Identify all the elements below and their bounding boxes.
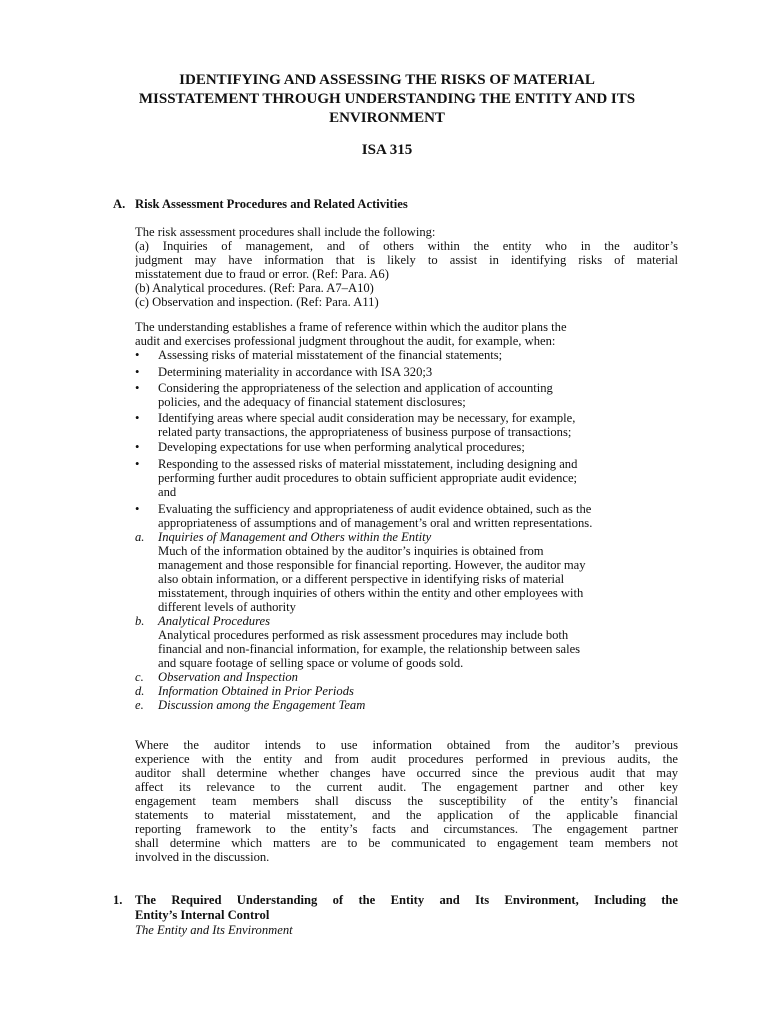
paragraph-line: shall determine which matters are to be communicated to engagement team members not bbox=[135, 836, 678, 850]
bullet-marker: • bbox=[135, 502, 140, 516]
list-item-line: Evaluating the sufficiency and appropriateness of audit evidence obtained, such as the bbox=[158, 502, 592, 516]
section-a-heading bbox=[113, 197, 408, 211]
paragraph-line: (c) Observation and inspection. (Ref: Para. A11) bbox=[135, 295, 379, 309]
item-label: c. bbox=[135, 670, 144, 684]
item-heading: Inquiries of Management and Others within the Entity bbox=[158, 530, 432, 544]
item-label: d. bbox=[135, 684, 145, 698]
list-item bbox=[135, 457, 577, 499]
list-item-line: Identifying areas where special audit consideration may be necessary, for example, bbox=[158, 411, 576, 425]
list-item-line: Responding to the assessed risks of material misstatement, including designing and bbox=[158, 457, 578, 471]
list-item-line: policies, and the adequacy of financial statement disclosures; bbox=[158, 395, 466, 409]
title-line: IDENTIFYING AND ASSESSING THE RISKS OF MATERIAL bbox=[179, 72, 595, 88]
list-item bbox=[135, 502, 592, 530]
section-title-line: Entity’s Internal Control bbox=[135, 908, 270, 922]
item-body-line: also obtain information, or a different perspective in identifying risks of material bbox=[158, 572, 565, 586]
list-item bbox=[135, 411, 575, 439]
paragraph-line: reporting framework to the entity’s facts and circumstances. The engagement partner bbox=[135, 822, 678, 836]
bullet-marker: • bbox=[135, 411, 140, 425]
bullet-marker: • bbox=[135, 457, 140, 471]
list-item bbox=[135, 440, 525, 454]
paragraph-line: judgment may have information that is likely to assist in identifying risks of material bbox=[135, 253, 678, 267]
list-item bbox=[135, 348, 502, 362]
paragraph-line: engagement team members shall discuss the susceptibility of the entity’s financial bbox=[135, 794, 678, 808]
paragraph-line: audit and exercises professional judgment throughout the audit, for example, when: bbox=[135, 334, 556, 348]
item-heading: Observation and Inspection bbox=[158, 670, 298, 684]
section-title-line: The Required Understanding of the Entity and Its Environment, Including the bbox=[135, 893, 678, 907]
paragraph-line: experience with the entity and from audit procedures performed in previous audits, the bbox=[135, 752, 678, 766]
item-heading: Information Obtained in Prior Periods bbox=[158, 684, 354, 698]
bullet-marker: • bbox=[135, 348, 140, 362]
paragraph-line: affect its relevance to the current audit. The engagement partner and other key bbox=[135, 780, 678, 794]
item-body-line: and square footage of selling space or volume of goods sold. bbox=[158, 656, 464, 670]
list-item-line: and bbox=[158, 485, 177, 499]
item-body-line: Much of the information obtained by the auditor’s inquiries is obtained from bbox=[158, 544, 544, 558]
paragraph-line: misstatement due to fraud or error. (Ref: Para. A6) bbox=[135, 267, 389, 281]
section-title: Risk Assessment Procedures and Related Activities bbox=[135, 197, 408, 211]
item-heading: Analytical Procedures bbox=[158, 614, 271, 628]
item-body-line: different levels of authority bbox=[158, 600, 296, 614]
list-item-line: related party transactions, the appropriateness of business purpose of transactions; bbox=[158, 425, 572, 439]
understanding-paragraph bbox=[135, 320, 678, 348]
section-subheading: The Entity and Its Environment bbox=[135, 923, 293, 937]
intro-paragraph bbox=[135, 225, 678, 309]
list-item bbox=[135, 381, 553, 409]
standard-reference: ISA 315 bbox=[361, 142, 413, 158]
list-item-line: performing further audit procedures to obtain sufficient appropriate audit evidence; bbox=[158, 471, 578, 485]
item-heading: Discussion among the Engagement Team bbox=[158, 698, 366, 712]
item-body-line: financial and non-financial information, for example, the relationship between sales bbox=[158, 642, 581, 656]
paragraph-line: Where the auditor intends to use information obtained from the auditor’s previous bbox=[135, 738, 678, 752]
section-letter: A. bbox=[113, 197, 126, 211]
paragraph-line: statements to material misstatement, and the application of the applicable financial bbox=[135, 808, 678, 822]
list-item-line: Developing expectations for use when performing analytical procedures; bbox=[158, 440, 525, 454]
item-body-line: management and those responsible for financial reporting. However, the auditor may bbox=[158, 558, 586, 572]
paragraph-line: auditor shall determine whether changes have occurred since the previous audit that may bbox=[135, 766, 678, 780]
list-item-line: Determining materiality in accordance with ISA 320;3 bbox=[158, 365, 433, 379]
document-title bbox=[80, 71, 694, 128]
list-item-line: Assessing risks of material misstatement of the financial statements; bbox=[158, 348, 503, 362]
list-item bbox=[135, 365, 432, 379]
paragraph-line: involved in the discussion. bbox=[135, 850, 270, 864]
bullet-marker: • bbox=[135, 381, 140, 395]
item-body-line: Analytical procedures performed as risk assessment procedures may include both bbox=[158, 628, 569, 642]
list-item-line: appropriateness of assumptions and of management’s oral and written representations. bbox=[158, 516, 593, 530]
title-line: ENVIRONMENT bbox=[329, 110, 445, 126]
paragraph-line: (a) Inquiries of management, and of others within the entity who in the auditor’s bbox=[135, 239, 678, 253]
bullet-marker: • bbox=[135, 440, 140, 454]
paragraph-line: (b) Analytical procedures. (Ref: Para. A7–A10) bbox=[135, 281, 374, 295]
title-line: MISSTATEMENT THROUGH UNDERSTANDING THE ENTITY AND ITS bbox=[138, 91, 636, 107]
item-label: a. bbox=[135, 530, 145, 544]
paragraph-line: The understanding establishes a frame of reference within which the auditor plans the bbox=[135, 320, 567, 334]
section-number: 1. bbox=[113, 893, 123, 907]
item-label: b. bbox=[135, 614, 145, 628]
closing-paragraph bbox=[135, 738, 678, 864]
bullet-marker: • bbox=[135, 365, 140, 379]
list-item-line: Considering the appropriateness of the selection and application of accounting bbox=[158, 381, 553, 395]
paragraph-line: The risk assessment procedures shall include the following: bbox=[135, 225, 436, 239]
item-label: e. bbox=[135, 698, 144, 712]
item-body-line: misstatement, through inquiries of others within the entity and other employees with bbox=[158, 586, 584, 600]
